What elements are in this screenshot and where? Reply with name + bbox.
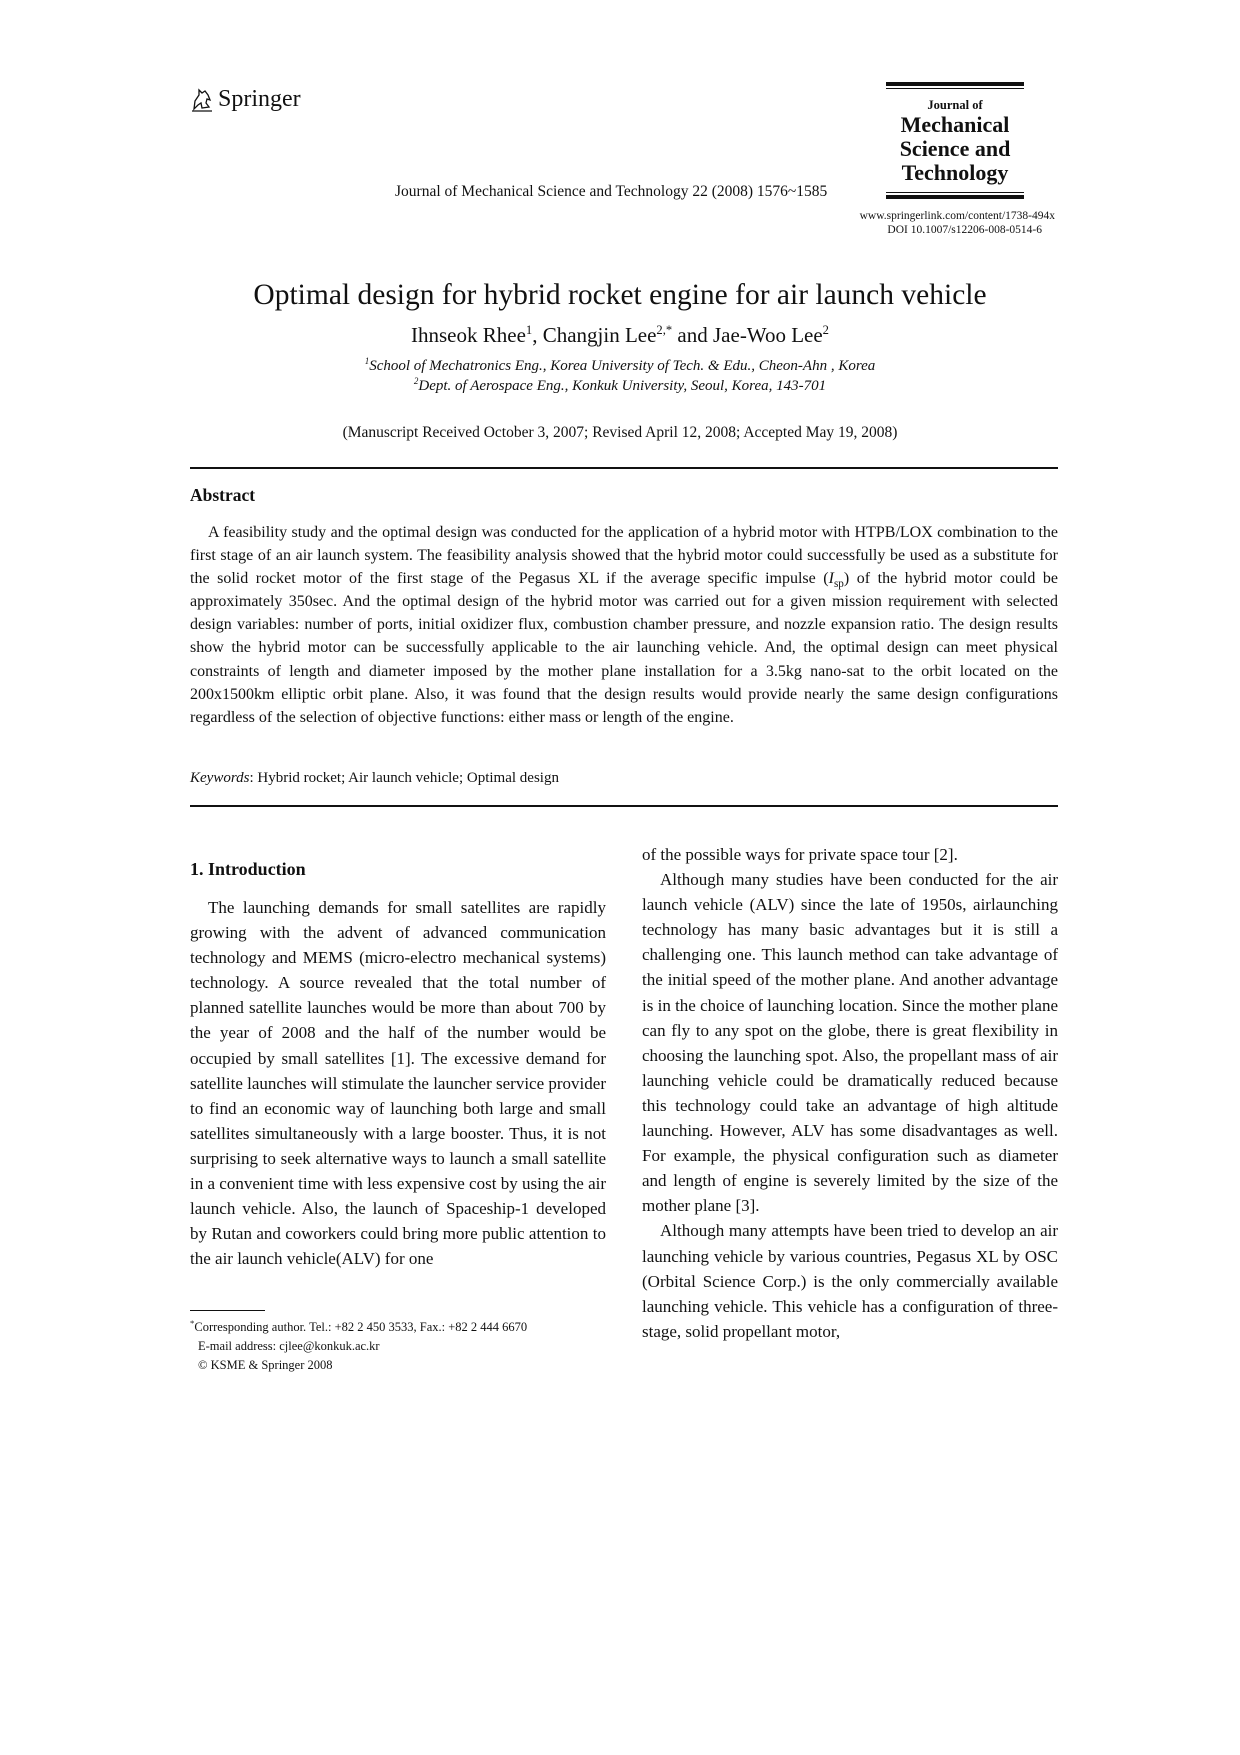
publisher-logo — [190, 86, 301, 113]
section-heading-introduction: 1. Introduction — [190, 859, 306, 879]
paragraph: Although many studies have been conducted for the air launch vehicle (ALV) since the late of 1950s, airlaunching technology has many basic advantages but it is still a challenging one. This launch method can take advantage of the initial speed of the mother plane. And another advantage is in the choice of launching location. Since the mother plane can fly to any spot on the globe, there is great flexibility in choosing the launching spot. Also, the propellant mass of air launching vehicle could be dramatically reduced because this technology could take an advantage of high altitude launching. However, ALV has some disadvantages as well. For example, the physical configuration such as diameter and length of engine is severely limited by the size of the mother plane [3]. — [642, 870, 1058, 1216]
author-2: Changjin Lee — [542, 323, 657, 347]
doi: DOI 10.1007/s12206-008-0514-6 — [887, 224, 1042, 236]
author-3-affiliation-mark: 2 — [822, 323, 829, 337]
journal-name-line-2: Science and — [899, 136, 1011, 161]
isp-subscript: sp — [833, 578, 844, 591]
springer-horse-icon — [190, 87, 214, 113]
paragraph: Although many attempts have been tried to develop an air launching vehicle by various countries, Pegasus XL by OSC (Orbital Science Corp.) is the only commercially available launching vehicle. This vehicle has a configuration of three-stage, solid propellant motor, — [642, 1221, 1058, 1341]
isp-symbol: I — [828, 570, 834, 588]
footnote-mark: * — [190, 1317, 195, 1328]
paragraph: of the possible ways for private space tour [2]. — [642, 845, 958, 864]
column-left — [190, 895, 606, 1271]
journal-of-label: Journal of — [927, 98, 983, 112]
footnote-copyright: © KSME & Springer 2008 — [198, 1358, 333, 1372]
journal-box-bottom-thin-rule — [886, 192, 1024, 193]
keywords-label: Keywords — [190, 770, 250, 786]
author-1-affiliation-mark: 1 — [525, 323, 533, 337]
affiliation-2 — [0, 378, 1240, 395]
affiliation-1 — [0, 358, 1240, 375]
journal-citation: Journal of Mechanical Science and Technology 22 (2008) 1576~1585 — [395, 183, 828, 200]
footnote-email[interactable]: E-mail address: cjlee@konkuk.ac.kr — [198, 1339, 380, 1353]
author-2-affiliation-mark: 2,* — [656, 323, 673, 337]
abstract-body — [190, 521, 1058, 729]
author-3: Jae-Woo Lee — [713, 323, 823, 347]
footnote-contact: Corresponding author. Tel.: +82 2 450 3533, Fax.: +82 2 444 6670 — [194, 1320, 528, 1334]
author-1: Ihnseok Rhee — [411, 323, 526, 347]
column-right — [642, 842, 1058, 1344]
affiliation-1-mark: 1 — [364, 356, 370, 366]
journal-box-top-rule — [886, 82, 1024, 86]
abstract-text-2: ) of the hybrid motor could be approximately 350sec. And the optimal design of the hybrid motor was carried out for a given mission requirement with selected design variables: number of ports, initial oxidizer flux, combustion chamber pressure, and nozzle expansion ratio. The design results show the hybrid motor can be successfully applicable to the air launching vehicle. And, the optimal design can meet physical constraints of length and diameter imposed by the mother plane installation for a 3.5kg nano-sat to the orbit located on the 200x1500km elliptic orbit plane. Also, it was found that the design results would provide nearly the same design configurations regardless of the selection of objective functions: either mass or length of the engine. — [190, 570, 1059, 726]
journal-box-bottom-rule — [886, 195, 1024, 199]
footnote-corresponding-author — [190, 1318, 527, 1337]
divider-bottom — [190, 805, 1058, 807]
journal-name-line-1: Mechanical — [900, 112, 1010, 137]
affiliation-2-text: Dept. of Aerospace Eng., Konkuk University, Seoul, Korea, 143-701 — [418, 378, 827, 394]
publisher-name: Springer — [218, 86, 301, 112]
divider-top — [190, 467, 1058, 469]
paragraph: The launching demands for small satellites are rapidly growing with the advent of advanced communication technology and MEMS (micro-electro mechanical systems) technology. A source revealed that the total number of planned satellite launches would be more than about 700 by the year of 2008 and the half of the number would be occupied by small satellites [1]. The excessive demand for satellite launches will stimulate the launcher service provider to find an economic way of launching both large and small satellites simultaneously with a large booster. Thus, it is not surprising to seek alternative ways to launch a small satellite in a convenient time with less expensive cost by using the air launch vehicle. Also, the launch of Spaceship-1 developed by Rutan and coworkers could bring more public attention to the air launch vehicle(ALV) for one — [190, 898, 606, 1269]
author-separator: and — [672, 323, 713, 347]
journal-logo-box — [886, 82, 1024, 199]
keywords-list: : Hybrid rocket; Air launch vehicle; Optimal design — [249, 770, 559, 786]
keywords — [190, 770, 559, 787]
paper-title: Optimal design for hybrid rocket engine for air launch vehicle — [253, 279, 987, 311]
footnote-rule — [190, 1310, 265, 1311]
footnote — [190, 1318, 527, 1375]
manuscript-dates: (Manuscript Received October 3, 2007; Revised April 12, 2008; Accepted May 19, 2008) — [342, 424, 898, 441]
affiliation-2-mark: 2 — [413, 376, 419, 386]
author-separator: , — [532, 323, 543, 347]
springerlink-url[interactable]: www.springerlink.com/content/1738-494x — [859, 210, 1055, 222]
abstract-heading: Abstract — [190, 485, 256, 505]
journal-box-top-thin-rule — [886, 88, 1024, 89]
abstract-text-1: A feasibility study and the optimal design was conducted for the application of a hybrid motor with HTPB/LOX combination to the first stage of an air launch system. The feasibility analysis showed that the hybrid motor could successfully be used as a substitute for the solid rocket motor of the first stage of the Pegasus XL if the average specific impulse ( — [190, 524, 1058, 588]
journal-name-line-3: Technology — [901, 160, 1009, 185]
author-list — [0, 323, 1240, 348]
affiliation-1-text: School of Mechatronics Eng., Korea University of Tech. & Edu., Cheon-Ahn , Korea — [369, 358, 876, 374]
